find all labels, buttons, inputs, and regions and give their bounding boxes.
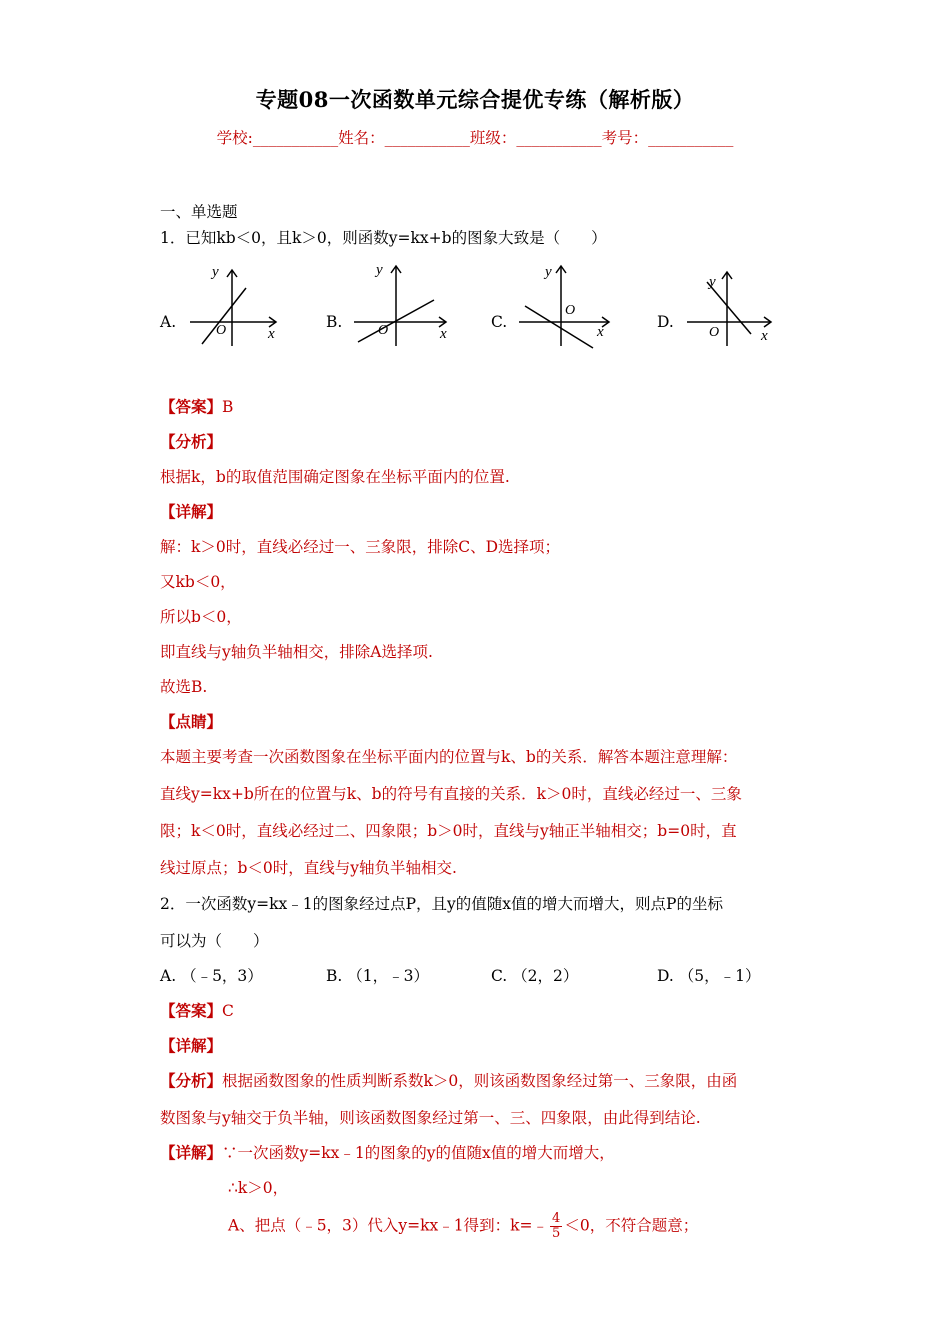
detail-text: ∵一次函数y=kx﹣1的图象的y的值随x值的增大而增大， (222, 1144, 615, 1162)
detail-tag: 【详解】 (160, 1143, 223, 1162)
q1-option-c-label: C. (491, 313, 508, 331)
q1-answer (160, 395, 233, 417)
origin-label: O (565, 303, 576, 318)
y-axis-label: y (376, 262, 383, 278)
page-title: 专题08一次函数单元综合提优专练（解析版） (255, 87, 695, 112)
option-label: A. (160, 967, 177, 985)
q1-detail-tag: 【详解】 (160, 502, 223, 521)
q2-option-a (160, 964, 263, 986)
x-axis-label: x (597, 324, 604, 340)
y-axis-label: y (709, 274, 716, 290)
analysis-tag: 【分析】 (160, 1071, 223, 1090)
q1-comment-line: 直线y=kx+b所在的位置与k、b的符号有直接的关系．k＞0时，直线必经过一、三象 (160, 785, 742, 803)
q1-analysis-text: 根据k，b的取值范围确定图象在坐标平面内的位置. (160, 468, 510, 486)
q2-detail-tag: 【详解】 (160, 1036, 223, 1055)
student-info-line: 学校:___________姓名：___________班级：___________考号：___________ (216, 129, 734, 147)
q2-analysis-line: 数图象与y轴交于负半轴，则该函数图象经过第一、三、四象限，由此得到结论. (160, 1109, 701, 1127)
q2-option-b (326, 964, 429, 986)
x-axis-label: x (268, 326, 275, 342)
origin-label: O (378, 323, 389, 338)
q2-detail-line (160, 1141, 615, 1163)
origin-label: O (216, 323, 227, 338)
q1-option-b-label: B. (326, 313, 343, 331)
answer-value: C (222, 1002, 234, 1020)
q1-comment-line: 本题主要考查一次函数图象在坐标平面内的位置与k、b的关系．解答本题注意理解： (160, 748, 738, 766)
analysis-text: 根据函数图象的性质判断系数k＞0，则该函数图象经过第一、三象限，由函 (222, 1072, 738, 1090)
q1-detail-line: 又kb＜0， (160, 573, 236, 591)
fraction (550, 1212, 562, 1241)
answer-value: B (222, 398, 234, 416)
q1-comment-tag: 【点睛】 (160, 712, 223, 731)
detail-text: A、把点（﹣5，3）代入y=kx﹣1得到：k=﹣ (228, 1216, 549, 1235)
option-text: （5，﹣1） (678, 967, 761, 985)
q1-detail-line: 即直线与y轴负半轴相交，排除A选择项. (160, 643, 433, 661)
y-axis-label: y (545, 264, 552, 280)
x-axis-label: x (440, 326, 447, 342)
q1-graph-a (186, 260, 286, 350)
y-axis-label: y (212, 264, 219, 280)
q1-option-d-label: D. (657, 313, 674, 331)
q1-analysis-tag: 【分析】 (160, 432, 223, 451)
q2-detail-line: ∴k＞0， (228, 1179, 289, 1197)
q2-analysis-line (160, 1069, 737, 1091)
q2-answer (160, 999, 234, 1021)
option-text: （﹣5，3） (181, 967, 263, 985)
q1-option-a-label: A. (160, 313, 177, 331)
origin-label: O (709, 325, 720, 340)
q1-detail-line: 解：k＞0时，直线必经过一、三象限，排除C、D选择项； (160, 538, 561, 556)
x-axis-label: x (761, 328, 768, 344)
q1-detail-line: 所以b＜0， (160, 608, 242, 626)
question-2-stem: 可以为（ ） (160, 932, 269, 950)
q1-detail-line: 故选B. (160, 678, 208, 696)
question-2-stem: 2．一次函数y=kx﹣1的图象经过点P，且y的值随x值的增大而增大，则点P的坐标 (160, 895, 723, 913)
fraction-numerator: 4 (552, 1211, 561, 1226)
q1-graph-b (350, 260, 455, 350)
answer-tag: 【答案】 (160, 397, 223, 416)
q1-graph-c (515, 260, 615, 350)
question-1-stem: 1．已知kb＜0，且k＞0，则函数y=kx+b的图象大致是（ ） (160, 229, 607, 247)
q1-comment-line: 限；k＜0时，直线必经过二、四象限；b＞0时，直线与y轴正半轴相交；b=0时，直 (160, 822, 737, 840)
q2-detail-line-fraction (228, 1212, 698, 1241)
q2-option-d (657, 964, 760, 986)
q2-option-c (491, 964, 578, 986)
option-label: B. (326, 967, 343, 985)
q1-comment-line: 线过原点；b＜0时，直线与y轴负半轴相交. (160, 859, 457, 877)
function-line (525, 306, 593, 348)
option-text: （1，﹣3） (347, 967, 429, 985)
detail-text: ＜0，不符合题意； (564, 1216, 699, 1235)
q1-graph-d (683, 260, 783, 350)
section-heading: 一、单选题 (160, 203, 238, 221)
answer-tag: 【答案】 (160, 1001, 223, 1020)
fraction-denominator: 5 (552, 1226, 561, 1241)
option-label: C. (491, 967, 508, 985)
option-label: D. (657, 967, 674, 985)
option-text: （2，2） (512, 967, 579, 985)
